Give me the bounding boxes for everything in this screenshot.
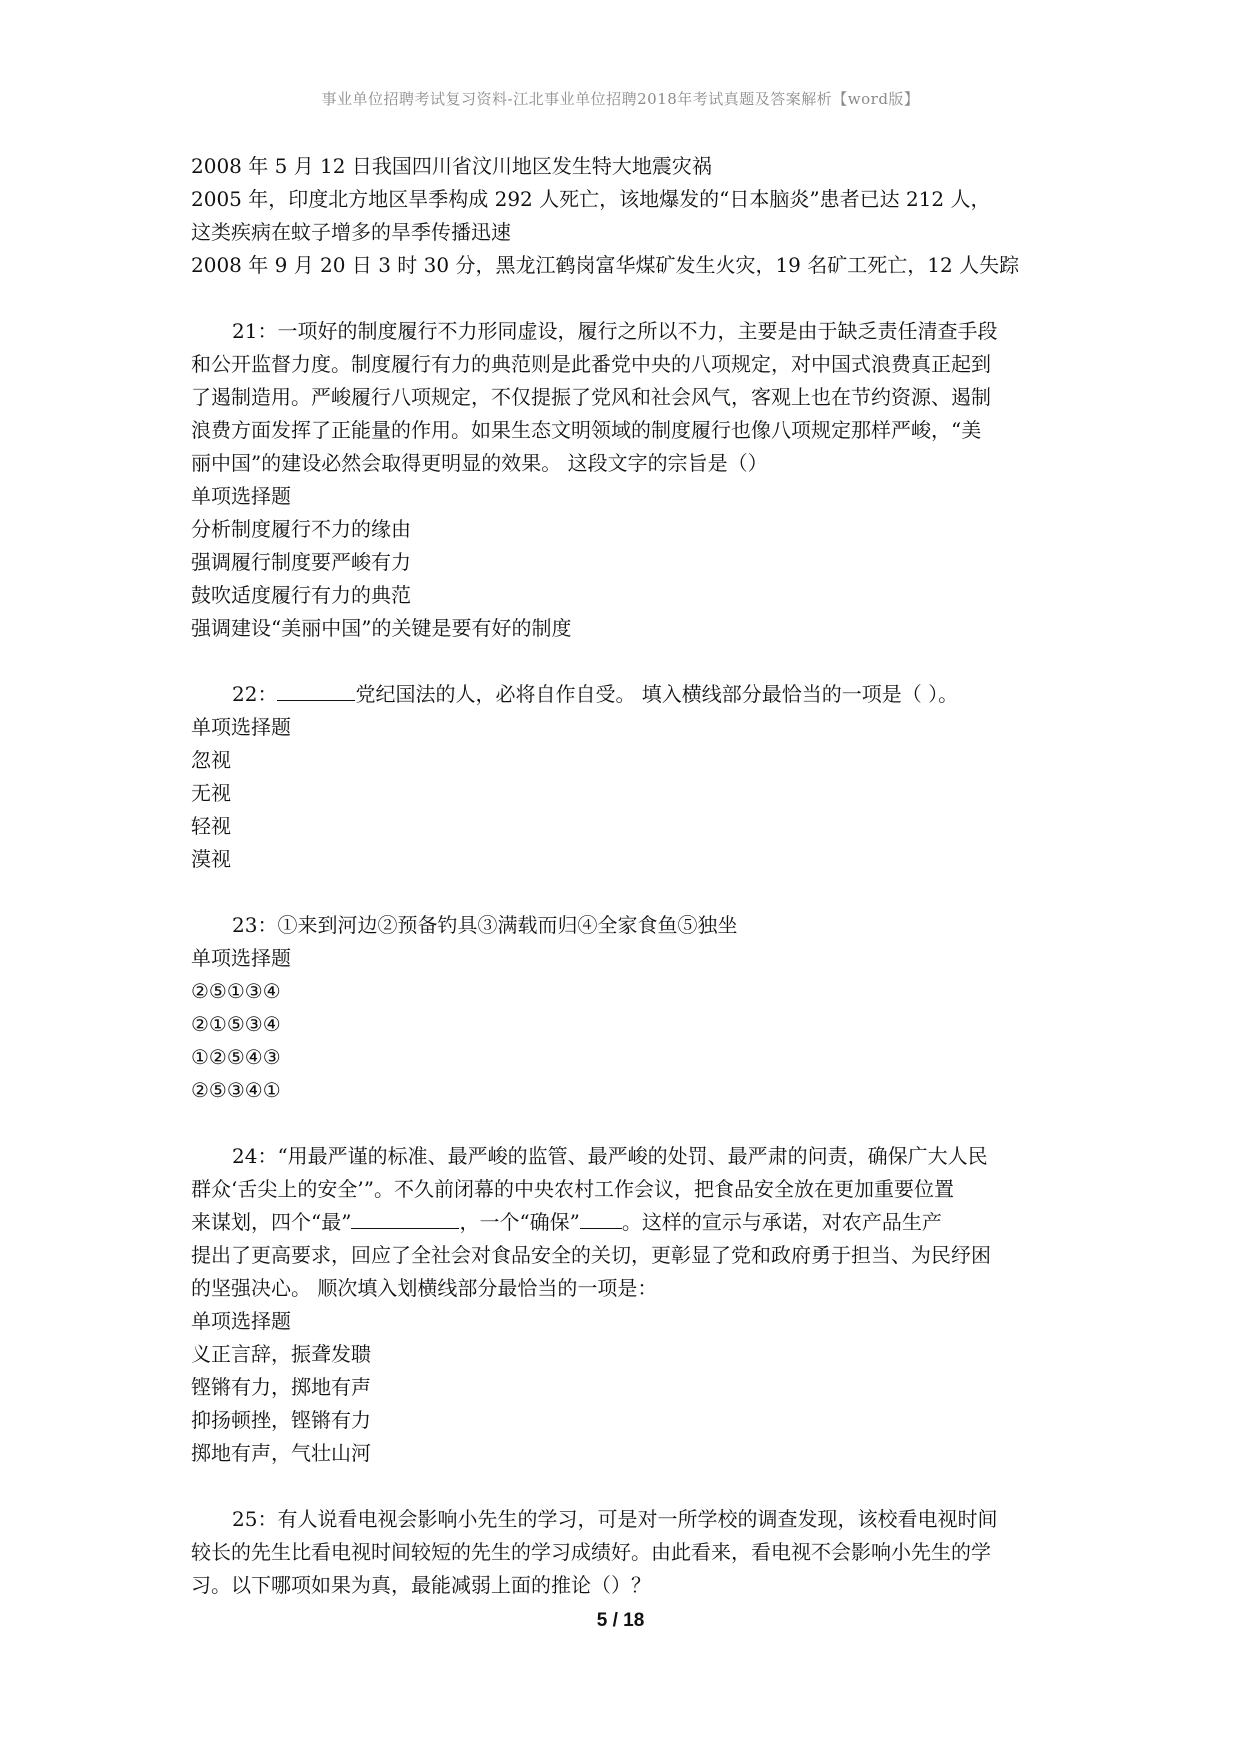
question-text <box>191 1206 1061 1239</box>
answer-option: 漠视 <box>191 847 231 871</box>
page-number: 5 / 18 <box>596 1610 645 1631</box>
fill-blank <box>277 678 355 701</box>
question-type: 单项选择题 <box>191 484 291 508</box>
answer-option: ①②⑤④③ <box>191 1045 281 1069</box>
intro-line: 2008 年 9 月 20 日 3 时 30 分，黑龙江鹤岗富华煤矿发生火灾，19 名矿工死亡，12 人失踪 <box>191 253 1020 277</box>
question-23 <box>191 909 1061 1107</box>
question-stem: 党纪国法的人，必将自作自受。 填入横线部分最恰当的一项是（ ）。 <box>355 682 959 706</box>
question-text: 24：“用最严谨的标准、最严峻的监管、最严峻的处罚、最严肃的问责，确保广大人民 <box>232 1144 988 1168</box>
question-24 <box>191 1140 1061 1470</box>
question-22 <box>191 678 1061 876</box>
answer-option: ②⑤③④① <box>191 1078 281 1102</box>
answer-option: 抑扬顿挫，铿锵有力 <box>191 1408 371 1432</box>
question-text: 25：有人说看电视会影响小先生的学习，可是对一所学校的调查发现，该校看电视时间 <box>232 1507 998 1531</box>
answer-option: 分析制度履行不力的缘由 <box>191 517 411 541</box>
question-text: 了遏制造用。严峻履行八项规定，不仅提振了党风和社会风气，客观上也在节约资源、遏制 <box>191 385 991 409</box>
question-text: 较长的先生比看电视时间较短的先生的学习成绩好。由此看来，看电视不会影响小先生的学 <box>191 1540 991 1564</box>
answer-option: 铿锵有力，掷地有声 <box>191 1375 371 1399</box>
question-type: 单项选择题 <box>191 1309 291 1333</box>
question-text: 群众‘舌尖上的安全’”。不久前闭幕的中央农村工作会议，把食品安全放在更加重要位置 <box>191 1177 954 1201</box>
question-text: 提出了更高要求，回应了全社会对食品安全的关切，更彰显了党和政府勇于担当、为民纾困 <box>191 1243 991 1267</box>
intro-line: 这类疾病在蚊子增多的旱季传播迅速 <box>191 220 511 244</box>
question-stem: ，一个“确保” <box>459 1210 580 1234</box>
answer-option: 掷地有声，气壮山河 <box>191 1441 371 1465</box>
question-stem: 。这样的宣示与承诺，对农产品生产 <box>621 1210 942 1234</box>
question-number: 22： <box>232 682 278 706</box>
fill-blank <box>580 1206 622 1229</box>
question-text: 丽中国”的建设必然会取得更明显的效果。 这段文字的宗旨是（） <box>191 451 768 475</box>
answer-option: 鼓吹适度履行有力的典范 <box>191 583 411 607</box>
running-header: 事业单位招聘考试复习资料-江北事业单位招聘2018年考试真题及答案解析【word版】 <box>321 90 920 108</box>
answer-option: 忽视 <box>191 748 231 772</box>
question-21 <box>191 315 1061 645</box>
fill-blank <box>351 1206 459 1229</box>
answer-option: 强调建设“美丽中国”的关键是要有好的制度 <box>191 616 572 640</box>
answer-option: 强调履行制度要严峻有力 <box>191 550 411 574</box>
answer-option: ②⑤①③④ <box>191 979 281 1003</box>
question-text: 浪费方面发挥了正能量的作用。如果生态文明领域的制度履行也像八项规定那样严峻，“美 <box>191 418 982 442</box>
answer-option: ②①⑤③④ <box>191 1012 281 1036</box>
question-text: 和公开监督力度。制度履行有力的典范则是此番党中央的八项规定，对中国式浪费真正起到 <box>191 352 991 376</box>
question-text: 习。以下哪项如果为真，最能减弱上面的推论（）？ <box>191 1573 651 1597</box>
intro-line: 2005 年，印度北方地区旱季构成 292 人死亡，该地爆发的“日本脑炎”患者已达 212 人， <box>191 187 991 211</box>
question-type: 单项选择题 <box>191 946 291 970</box>
question-text <box>191 678 1061 711</box>
question-text: 21：一项好的制度履行不力形同虚设，履行之所以不力，主要是由于缺乏责任清查手段 <box>232 319 998 343</box>
question-text: 的坚强决心。 顺次填入划横线部分最恰当的一项是： <box>191 1276 658 1300</box>
question-text: 23：①来到河边②预备钓具③满载而归④全家食鱼⑤独坐 <box>232 913 738 937</box>
intro-line: 2008 年 5 月 12 日我国四川省汶川地区发生特大地震灾祸 <box>191 154 712 178</box>
question-type: 单项选择题 <box>191 715 291 739</box>
question-25 <box>191 1503 1061 1602</box>
answer-option: 无视 <box>191 781 231 805</box>
document-body <box>191 150 1061 1602</box>
answer-option: 轻视 <box>191 814 231 838</box>
answer-option: 义正言辞，振聋发聩 <box>191 1342 371 1366</box>
question-stem: 来谋划，四个“最” <box>191 1210 352 1234</box>
